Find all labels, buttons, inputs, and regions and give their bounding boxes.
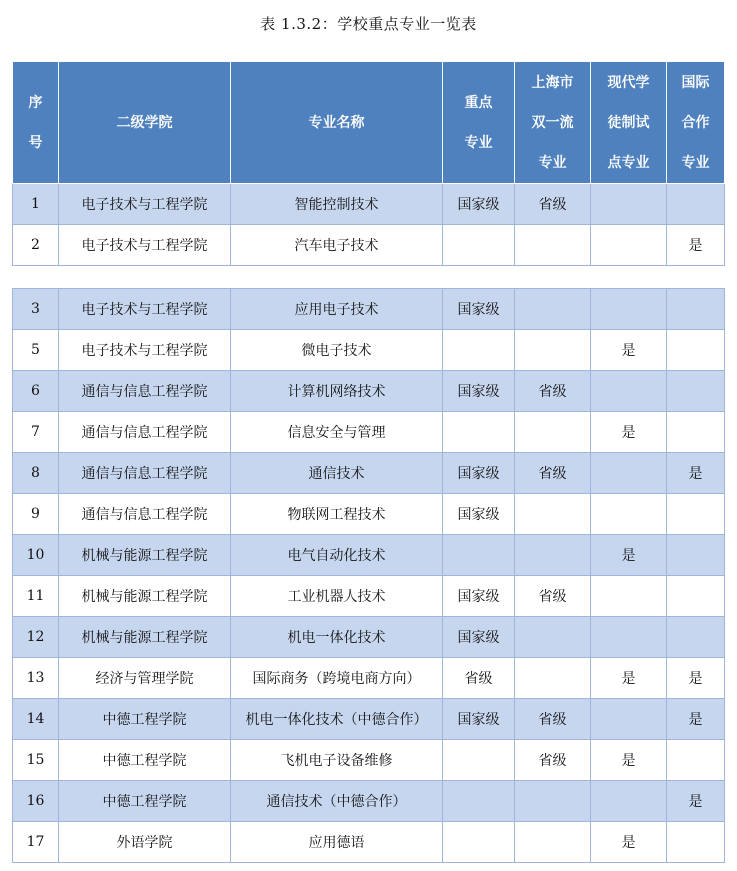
cell-international: 是 (667, 658, 725, 699)
cell-international (667, 740, 725, 781)
cell-apprenticeship (591, 289, 667, 330)
cell-apprenticeship: 是 (591, 822, 667, 863)
cell-shanghai: 省级 (515, 371, 591, 412)
cell-no: 3 (13, 289, 59, 330)
header-college: 二级学院 (59, 62, 231, 184)
cell-key-major (443, 225, 515, 266)
cell-major: 国际商务（跨境电商方向） (231, 658, 443, 699)
cell-major: 计算机网络技术 (231, 371, 443, 412)
cell-no: 1 (13, 184, 59, 225)
cell-apprenticeship (591, 225, 667, 266)
table-caption: 表 1.3.2：学校重点专业一览表 (260, 15, 477, 33)
header-modern-apprenticeship: 现代学 徒制试 点专业 (591, 62, 667, 184)
cell-major: 应用电子技术 (231, 289, 443, 330)
cell-international (667, 371, 725, 412)
cell-shanghai: 省级 (515, 740, 591, 781)
table-row (13, 535, 725, 576)
cell-major: 智能控制技术 (231, 184, 443, 225)
cell-major: 信息安全与管理 (231, 412, 443, 453)
cell-key-major: 国家级 (443, 289, 515, 330)
cell-major: 飞机电子设备维修 (231, 740, 443, 781)
table-row (13, 740, 725, 781)
header-key-major: 重点 专业 (443, 62, 515, 184)
header-international-cooperation: 国际 合作 专业 (667, 62, 725, 184)
cell-no: 14 (13, 699, 59, 740)
cell-college: 外语学院 (59, 822, 231, 863)
cell-international (667, 576, 725, 617)
cell-no: 5 (13, 330, 59, 371)
cell-apprenticeship (591, 184, 667, 225)
table-row (13, 225, 725, 266)
cell-shanghai (515, 289, 591, 330)
cell-shanghai: 省级 (515, 184, 591, 225)
header-no: 序 号 (13, 62, 59, 184)
cell-international (667, 822, 725, 863)
cell-no: 13 (13, 658, 59, 699)
cell-no: 17 (13, 822, 59, 863)
cell-apprenticeship (591, 781, 667, 822)
cell-no: 12 (13, 617, 59, 658)
cell-shanghai (515, 225, 591, 266)
cell-key-major (443, 330, 515, 371)
cell-apprenticeship (591, 494, 667, 535)
cell-college: 电子技术与工程学院 (59, 184, 231, 225)
cell-key-major: 国家级 (443, 699, 515, 740)
cell-no: 10 (13, 535, 59, 576)
cell-key-major: 国家级 (443, 617, 515, 658)
table-row (13, 699, 725, 740)
cell-major: 通信技术（中德合作） (231, 781, 443, 822)
cell-apprenticeship: 是 (591, 535, 667, 576)
cell-college: 中德工程学院 (59, 781, 231, 822)
table-row (13, 184, 725, 225)
cell-key-major: 省级 (443, 658, 515, 699)
cell-major: 机电一体化技术 (231, 617, 443, 658)
table-row (13, 453, 725, 494)
cell-shanghai (515, 781, 591, 822)
cell-key-major (443, 822, 515, 863)
cell-no: 9 (13, 494, 59, 535)
cell-shanghai (515, 330, 591, 371)
cell-international (667, 289, 725, 330)
cell-no: 6 (13, 371, 59, 412)
cell-apprenticeship (591, 576, 667, 617)
cell-major: 汽车电子技术 (231, 225, 443, 266)
cell-college: 中德工程学院 (59, 699, 231, 740)
cell-international (667, 617, 725, 658)
table-row (13, 617, 725, 658)
cell-shanghai (515, 822, 591, 863)
cell-shanghai: 省级 (515, 453, 591, 494)
cell-no: 11 (13, 576, 59, 617)
cell-college: 电子技术与工程学院 (59, 225, 231, 266)
cell-shanghai (515, 535, 591, 576)
table-row (13, 576, 725, 617)
cell-major: 机电一体化技术（中德合作） (231, 699, 443, 740)
cell-college: 中德工程学院 (59, 740, 231, 781)
cell-college: 机械与能源工程学院 (59, 535, 231, 576)
cell-no: 15 (13, 740, 59, 781)
table-row (13, 822, 725, 863)
table-row (13, 412, 725, 453)
cell-international (667, 412, 725, 453)
cell-international (667, 494, 725, 535)
table-row (13, 658, 725, 699)
header-shanghai-double-first-class: 上海市 双一流 专业 (515, 62, 591, 184)
cell-key-major: 国家级 (443, 494, 515, 535)
key-majors-table-continued (12, 288, 725, 863)
cell-college: 经济与管理学院 (59, 658, 231, 699)
cell-shanghai (515, 494, 591, 535)
cell-college: 电子技术与工程学院 (59, 289, 231, 330)
table-row (13, 781, 725, 822)
header-major: 专业名称 (231, 62, 443, 184)
cell-international (667, 184, 725, 225)
cell-key-major (443, 781, 515, 822)
cell-no: 2 (13, 225, 59, 266)
cell-shanghai (515, 617, 591, 658)
cell-shanghai (515, 412, 591, 453)
cell-college: 通信与信息工程学院 (59, 494, 231, 535)
cell-apprenticeship (591, 699, 667, 740)
key-majors-table-top (12, 61, 725, 266)
cell-shanghai (515, 658, 591, 699)
cell-major: 通信技术 (231, 453, 443, 494)
cell-major: 电气自动化技术 (231, 535, 443, 576)
cell-key-major (443, 535, 515, 576)
table-row (13, 494, 725, 535)
cell-key-major (443, 412, 515, 453)
cell-shanghai: 省级 (515, 576, 591, 617)
cell-international (667, 535, 725, 576)
cell-no: 16 (13, 781, 59, 822)
cell-college: 通信与信息工程学院 (59, 453, 231, 494)
cell-major: 应用德语 (231, 822, 443, 863)
cell-international (667, 330, 725, 371)
cell-college: 通信与信息工程学院 (59, 371, 231, 412)
cell-international: 是 (667, 225, 725, 266)
cell-key-major: 国家级 (443, 371, 515, 412)
cell-shanghai: 省级 (515, 699, 591, 740)
table-header-row (13, 62, 725, 184)
cell-apprenticeship (591, 617, 667, 658)
cell-apprenticeship: 是 (591, 740, 667, 781)
table-row (13, 371, 725, 412)
cell-key-major: 国家级 (443, 576, 515, 617)
cell-college: 机械与能源工程学院 (59, 617, 231, 658)
cell-apprenticeship (591, 371, 667, 412)
table-row (13, 289, 725, 330)
cell-key-major (443, 740, 515, 781)
cell-apprenticeship: 是 (591, 412, 667, 453)
cell-no: 8 (13, 453, 59, 494)
cell-apprenticeship (591, 453, 667, 494)
cell-major: 微电子技术 (231, 330, 443, 371)
cell-major: 工业机器人技术 (231, 576, 443, 617)
cell-college: 通信与信息工程学院 (59, 412, 231, 453)
cell-key-major: 国家级 (443, 184, 515, 225)
cell-international: 是 (667, 781, 725, 822)
cell-international: 是 (667, 453, 725, 494)
cell-no: 7 (13, 412, 59, 453)
cell-major: 物联网工程技术 (231, 494, 443, 535)
cell-international: 是 (667, 699, 725, 740)
cell-key-major: 国家级 (443, 453, 515, 494)
cell-college: 电子技术与工程学院 (59, 330, 231, 371)
cell-college: 机械与能源工程学院 (59, 576, 231, 617)
cell-apprenticeship: 是 (591, 658, 667, 699)
table-row (13, 330, 725, 371)
cell-apprenticeship: 是 (591, 330, 667, 371)
